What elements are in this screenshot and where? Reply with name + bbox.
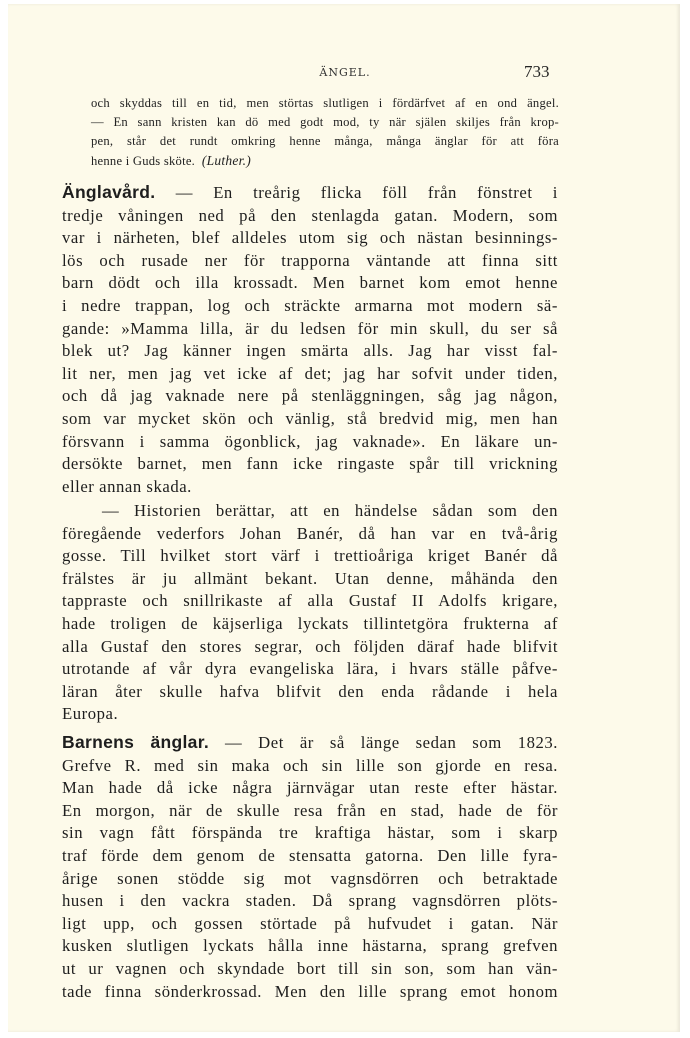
text-line: Man hade då icke några järnvägar utan reste efter hästar. xyxy=(62,778,558,798)
page-number: 733 xyxy=(524,62,550,81)
running-header: ÄNGEL. xyxy=(319,66,371,79)
text-line: lit ner, men jag vet icke af det; jag har sofvit under tiden, xyxy=(62,363,558,383)
text-line: årige sonen stödde sig mot vagnsdörren och betraktade xyxy=(62,868,558,888)
section-barnens-anglar xyxy=(62,731,558,1003)
text-line: sin vagn fått förspända tre kraftiga hästar, som i skarp xyxy=(62,823,558,843)
text-line: utrotande af vår dyra evangeliska lära, i hvars ställe påfve- xyxy=(62,659,558,679)
text-line: tade finna sönderkrossad. Men den lille sprang emot honom xyxy=(62,981,558,1001)
text-line: och då jag vaknade nere på stenläggningen, såg jag någon, xyxy=(62,386,558,406)
text-line: blek ut? Jag känner ingen smärta alls. Jag har visst fal- xyxy=(62,341,558,361)
text-line: gande: »Mamma lilla, är du ledsen för min skull, du ser så xyxy=(62,318,558,338)
section-heading: Änglavård. xyxy=(62,182,156,202)
text-line xyxy=(62,181,558,205)
text-line: tredje våningen ned på den stenlagda gatan. Modern, som xyxy=(62,205,558,225)
text-fragment: — Det är så länge sedan som 1823. xyxy=(224,733,558,752)
text-line: föregående vederfors Johan Banér, då han var en två-årig xyxy=(62,523,558,543)
text-line: — Historien berättar, att en händelse sådan som den xyxy=(102,501,558,520)
text-line: traf förde dem genom de stensatta gatorna. Den lille fyra- xyxy=(62,845,558,865)
text-line: Europa. xyxy=(62,704,119,724)
paragraph-historien xyxy=(62,500,558,726)
text-line: — En sann kristen kan dö med godt mod, ty när själen skiljes från krop- xyxy=(91,115,559,129)
text-line: Grefve R. med sin maka och sin lille son gjorde en resa. xyxy=(62,755,558,775)
text-line xyxy=(62,731,558,755)
text-line: tappraste och snillrikaste af alla Gustaf II Adolfs krigare, xyxy=(62,591,558,611)
text-line: ut ur vagnen och skyndade bort till sin son, som han vän- xyxy=(62,958,558,978)
text-line: försvann i samma ögonblick, jag vaknade». En läkare un- xyxy=(62,431,558,451)
text-line: husen i den vackra staden. Då sprang vagnsdörren plöts- xyxy=(62,891,558,911)
text-line xyxy=(91,151,559,171)
text-line: gosse. Till hvilket stort värf i trettioåriga kriget Banér då xyxy=(62,546,558,566)
text-line: En morgon, när de skulle resa från en stad, hade de för xyxy=(62,800,558,820)
text-line: kusken slutligen lyckats hålla inne hästarna, sprang grefven xyxy=(62,936,558,956)
text-line: frälstes är ju allmänt bekant. Utan denne, måhända den xyxy=(62,568,558,588)
text-line: ligt upp, och gossen störtade på hufvudet i gatan. När xyxy=(62,913,558,933)
text-line: och skyddas till en tid, men störtas slutligen i fördärfvet af en ond ängel. xyxy=(91,96,559,110)
text-line: hade troligen de käjserliga lyckats tillintetgöra frukterna af xyxy=(62,613,558,633)
text-line: var i närheten, blef alldeles utom sig och nästan besinnings- xyxy=(62,228,558,248)
text-line: lös och rusade ner för trapporna väntande att finna sitt xyxy=(62,250,558,270)
text-fragment: henne i Guds sköte. xyxy=(91,154,196,168)
text-line: barn dödt och illa krossadt. Men barnet kom emot henne xyxy=(62,273,558,293)
section-heading: Barnens änglar. xyxy=(62,732,210,752)
text-line: som var mycket skön och vänlig, stå bredvid mig, men han xyxy=(62,408,558,428)
text-line: i nedre trappan, log och sträckte armarna mot modern sä- xyxy=(62,295,558,315)
attribution: (Luther.) xyxy=(201,153,252,168)
text-line: eller annan skada. xyxy=(62,476,192,496)
text-line: läran åter skulle hafva blifvit den enda rådande i hela xyxy=(62,681,558,701)
text-line: alla Gustaf den stores segrar, och följden däraf hade blifvit xyxy=(62,636,558,656)
text-fragment: — En treårig flicka föll från fönstret i xyxy=(175,183,558,202)
text-line: dersökte barnet, men fann icke ringaste spår till vrickning xyxy=(62,454,558,474)
section-anglavard xyxy=(62,181,558,498)
intro-paragraph xyxy=(91,94,559,171)
text-line: pen, står det rundt omkring henne många, många änglar för att föra xyxy=(91,134,559,148)
